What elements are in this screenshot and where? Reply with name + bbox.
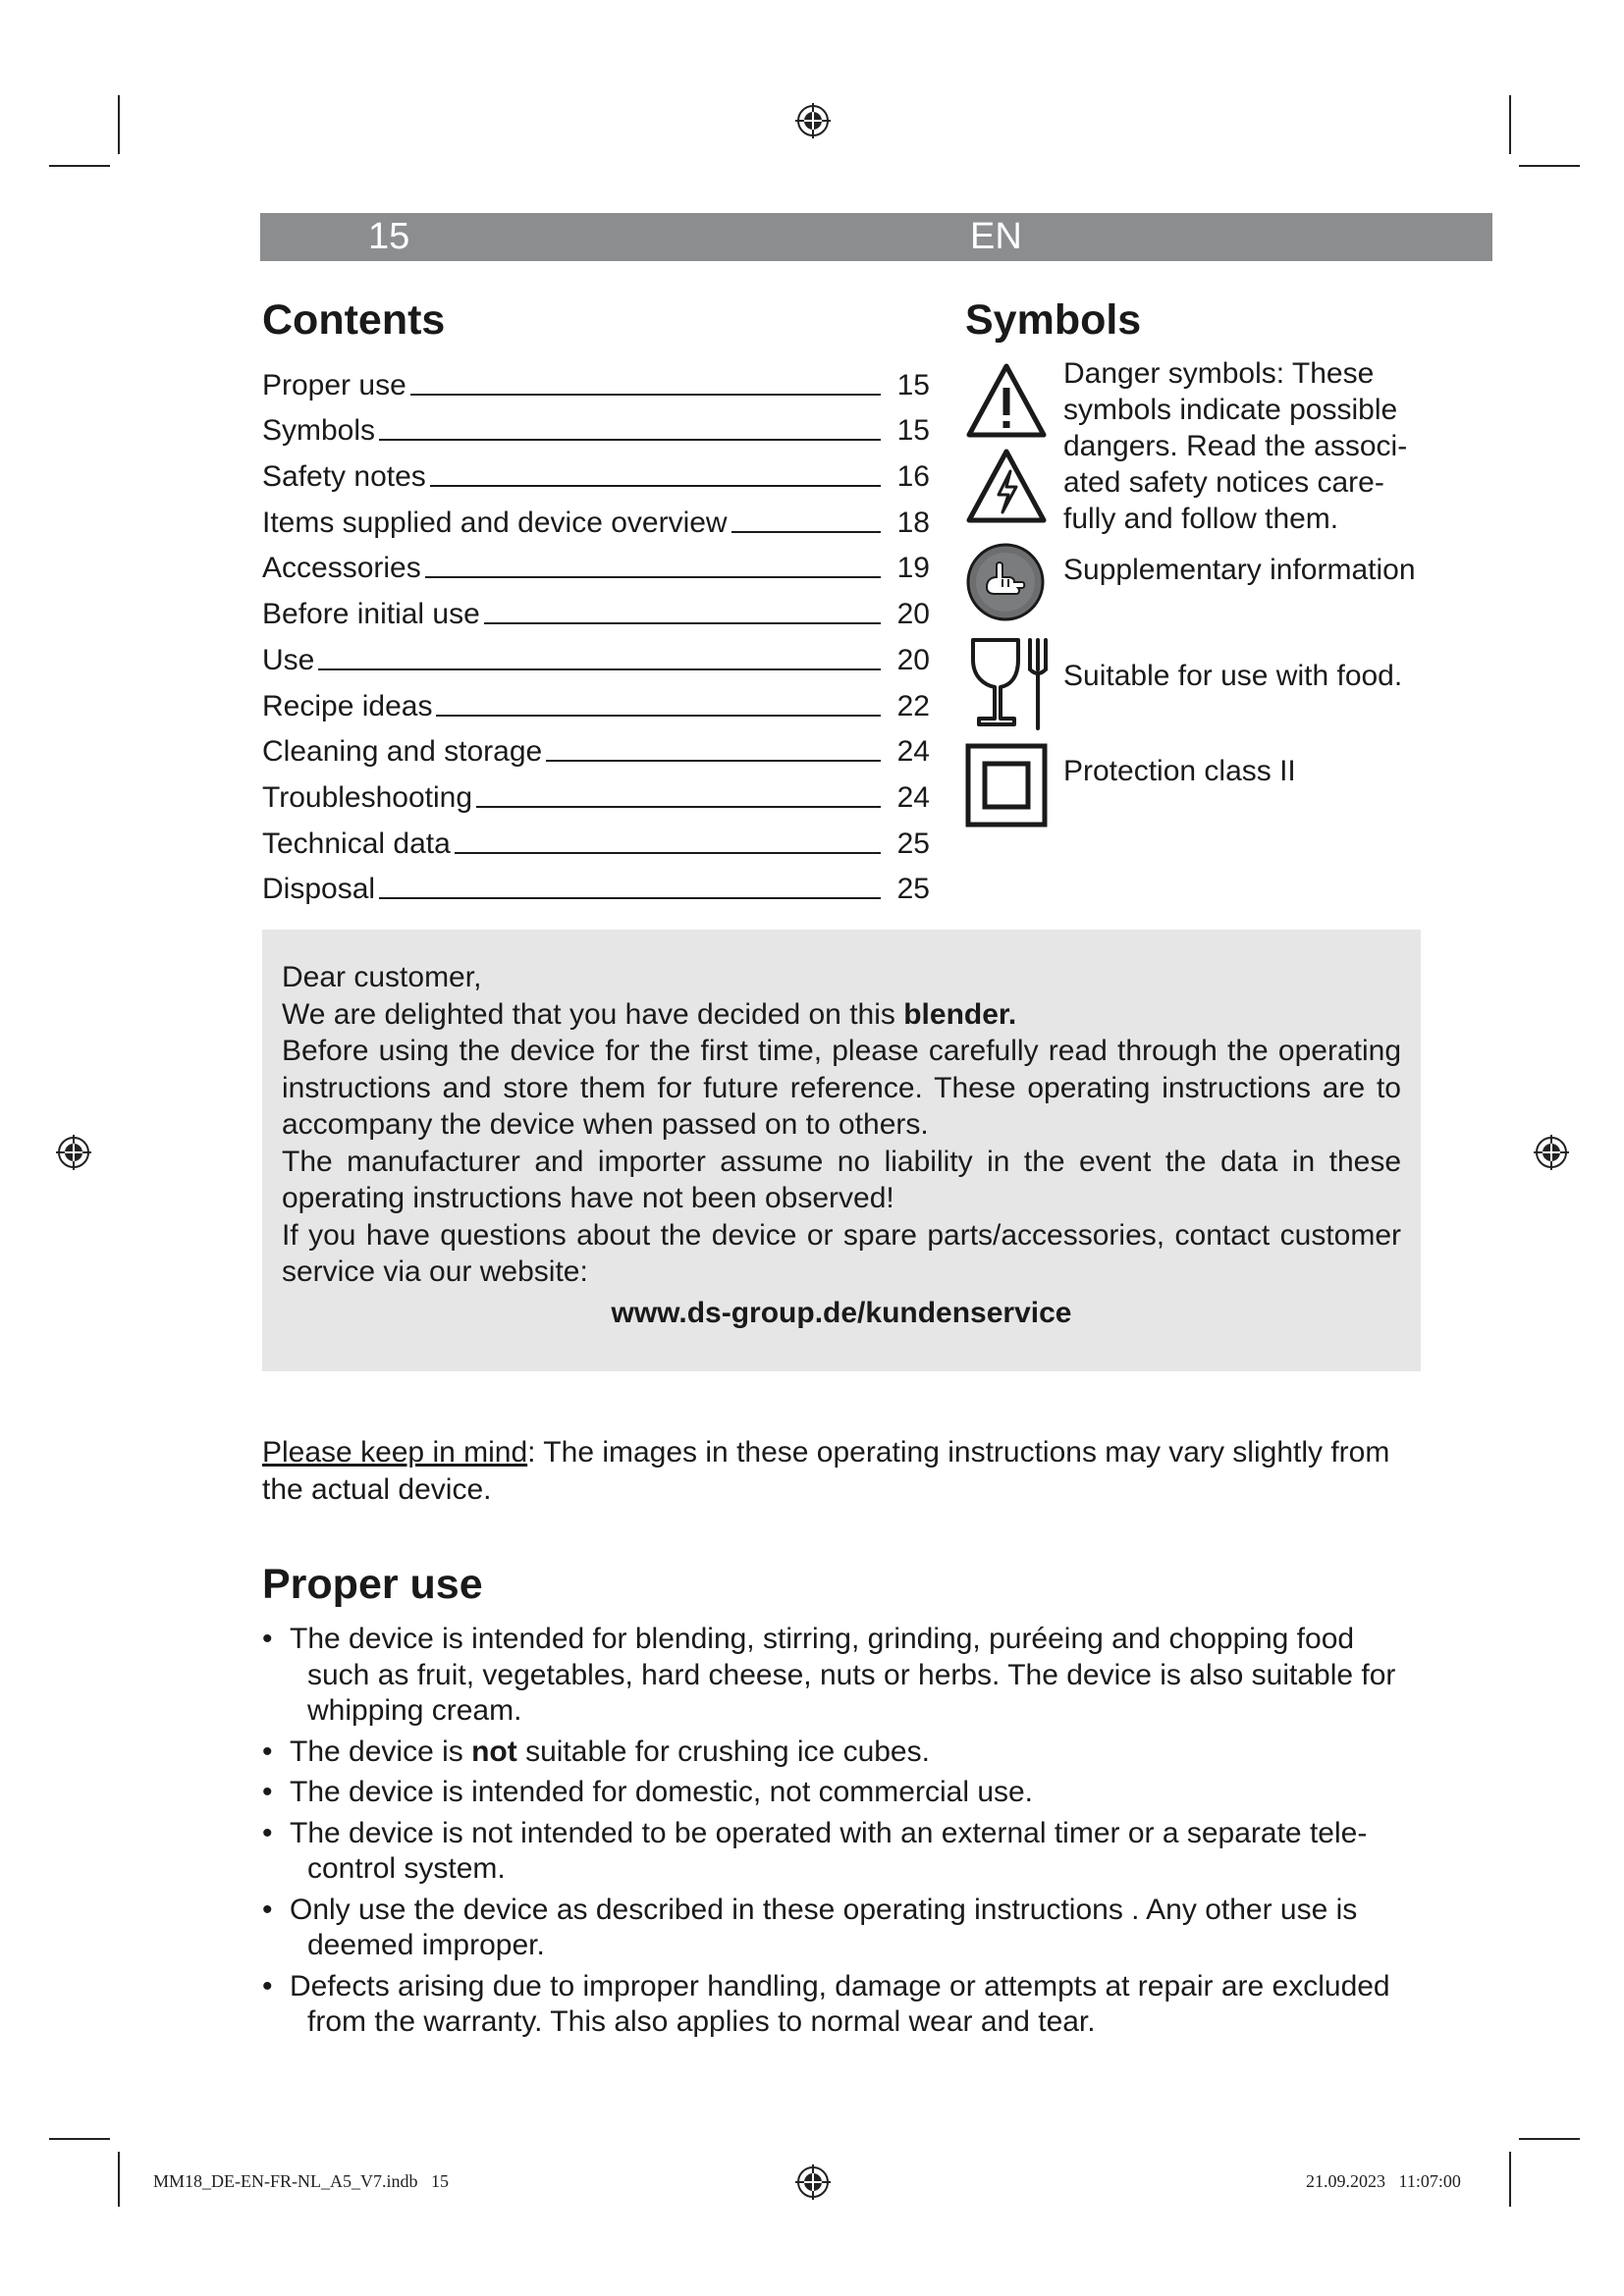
greeting-text: Dear customer, xyxy=(282,961,482,993)
toc-leader xyxy=(430,485,881,487)
language-code: EN xyxy=(970,216,1022,257)
questions-text: If you have questions about the device or spare parts/accessories, contact customer service via our website: xyxy=(282,1218,1401,1288)
registration-mark-icon xyxy=(54,1133,93,1172)
delight-text: We are delighted that you have decided on this blender. xyxy=(282,997,1017,1031)
print-file-name: MM18_DE-EN-FR-NL_A5_V7.indb 15 xyxy=(153,2171,449,2191)
toc-item[interactable]: Proper use 15 xyxy=(262,368,930,401)
crop-mark xyxy=(118,2152,120,2207)
list-item: • The device is not suitable for crushing ice cubes. xyxy=(262,1735,1421,1771)
table-of-contents xyxy=(262,356,930,906)
image-disclaimer-note: Please keep in mind: The images in these operating instructions may vary slightly from the actual device. xyxy=(262,1436,1390,1506)
contents-title: Contents xyxy=(262,296,446,344)
symbols-title: Symbols xyxy=(965,296,1142,344)
toc-leader xyxy=(379,897,881,899)
toc-leader xyxy=(410,394,881,396)
toc-item[interactable]: Disposal 25 xyxy=(262,873,930,906)
list-item: • Defects arising due to improper handling, damage or attempts at repair are excluded from the warranty. This also applies to normal wear and tear. xyxy=(262,1969,1421,2041)
toc-item[interactable]: Symbols 15 xyxy=(262,414,930,448)
proper-use-title: Proper use xyxy=(262,1561,483,1608)
registration-mark-icon xyxy=(793,101,833,140)
service-website-link[interactable]: www.ds-group.de/kundenservice xyxy=(611,1296,1072,1329)
toc-item[interactable]: Recipe ideas 22 xyxy=(262,689,930,722)
page-number: 15 xyxy=(368,216,410,257)
protection-class-label: Protection class II xyxy=(1063,755,1296,787)
read-instructions-text: Before using the device for the first time, please carefully read through the operating instructions and store them for future reference. These operating instructions are to accompany the device when passed on to others. xyxy=(282,1035,1401,1141)
supplementary-info-label: Supplementary information xyxy=(1063,554,1416,586)
toc-leader xyxy=(318,668,881,670)
electric-hazard-icon xyxy=(965,446,1048,524)
toc-leader xyxy=(484,622,881,624)
registration-mark-icon xyxy=(1532,1133,1571,1172)
toc-leader xyxy=(455,852,881,854)
list-item: • The device is intended for blending, stirring, grinding, puréeing and chopping food such as fruit, vegetables, hard cheese, nuts or herbs. The device is also suitable for whipping cream. xyxy=(262,1622,1421,1730)
toc-item[interactable]: Use 20 xyxy=(262,643,930,676)
print-timestamp: 21.09.2023 11:07:00 xyxy=(1306,2171,1461,2191)
list-item: • Only use the device as described in these operating instructions . Any other use is deemed improper. xyxy=(262,1893,1421,1964)
crop-mark xyxy=(49,165,110,167)
danger-symbols-description: Danger symbols: These symbols indicate possible dangers. Read the associ- ated safety notices care- fully and follow them. xyxy=(1063,357,1408,535)
crop-mark xyxy=(1519,165,1580,167)
crop-mark xyxy=(1519,2138,1580,2140)
warning-triangle-icon xyxy=(965,360,1048,439)
toc-leader xyxy=(546,760,881,762)
double-square-icon xyxy=(965,743,1048,828)
toc-leader xyxy=(379,439,881,441)
toc-item[interactable]: Items supplied and device overview 18 xyxy=(262,506,930,539)
crop-mark xyxy=(1509,95,1511,154)
toc-leader xyxy=(425,576,881,578)
glass-fork-icon xyxy=(965,636,1052,730)
toc-item[interactable]: Troubleshooting 24 xyxy=(262,780,930,814)
toc-item[interactable]: Cleaning and storage 24 xyxy=(262,735,930,769)
page-header-bar xyxy=(260,213,1492,261)
crop-mark xyxy=(118,95,120,154)
crop-mark xyxy=(1509,2152,1511,2207)
crop-mark xyxy=(49,2138,110,2140)
toc-item[interactable]: Safety notes 16 xyxy=(262,460,930,494)
toc-leader xyxy=(476,806,881,808)
liability-text: The manufacturer and importer assume no liability in the event the data in these operating instructions have not been observed! xyxy=(282,1145,1401,1214)
registration-mark-icon xyxy=(793,2163,833,2202)
customer-notice-box xyxy=(262,930,1421,1371)
toc-leader xyxy=(436,715,881,717)
toc-item[interactable]: Accessories 19 xyxy=(262,552,930,585)
proper-use-list xyxy=(262,1622,1421,2046)
toc-leader xyxy=(731,531,881,533)
toc-item[interactable]: Before initial use 20 xyxy=(262,598,930,631)
list-item: • The device is not intended to be operated with an external timer or a separate tele- control system. xyxy=(262,1816,1421,1888)
hand-info-icon xyxy=(965,542,1046,622)
list-item: • The device is intended for domestic, not commercial use. xyxy=(262,1775,1421,1811)
food-safe-label: Suitable for use with food. xyxy=(1063,660,1403,692)
toc-item[interactable]: Technical data 25 xyxy=(262,827,930,860)
